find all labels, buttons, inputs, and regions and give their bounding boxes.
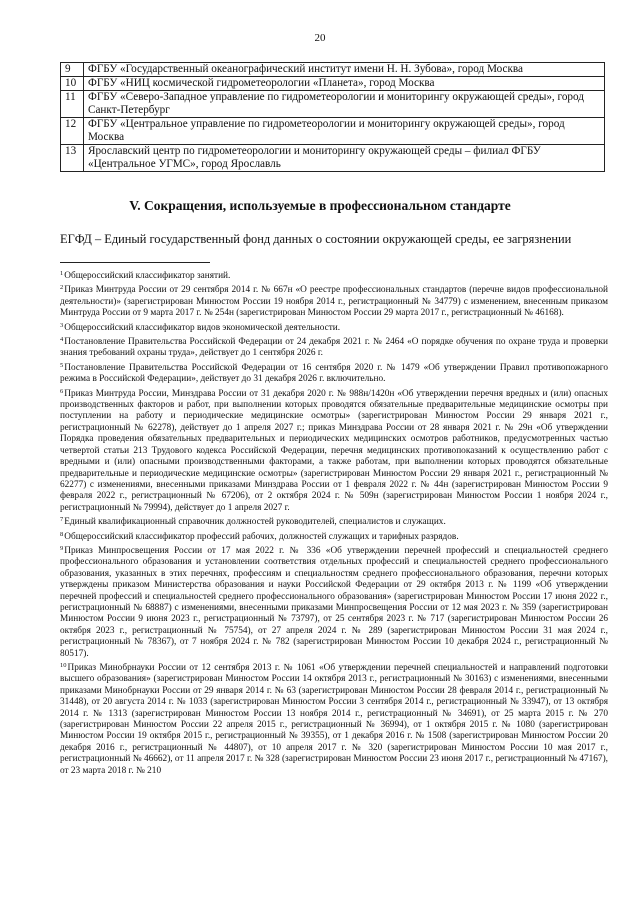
footnote-mark: 6 — [60, 387, 64, 395]
footnote — [60, 386, 608, 514]
footnote-text: Приказ Минобрнауки России от 12 сентября 2013 г. № 1061 «Об утверждении перечней специальностей и направлений подготовки высшего образования» (зарегистрирован Минюстом России 14 октября 2013 г., регистрационный № 30163) с изменениями, внесенными приказами Минобрнауки России от 29 января 2014 г. № 63 (зарегистрирован Минюстом России 28 февраля 2014 г., регистрационный № 31448), от 20 августа 2014 г. № 1033 (зарегистрирован Минюстом России 3 сентября 2014 г., регистрационный № 33947), от 13 октября 2014 г. № 1313 (зарегистрирован Минюстом России 13 ноября 2014 г., регистрационный № 34691), от 25 марта 2015 г. № 270 (зарегистрирован Минюстом России 22 апреля 2015 г., регистрационный № 36994), от 1 октября 2015 г. № 1080 (зарегистрирован Минюстом России 19 октября 2015 г., регистрационный № 39355), от 1 декабря 2016 г. № 1508 (зарегистрирован Минюстом России 20 декабря 2016 г., регистрационный № 44807), от 10 апреля 2017 г. № 320 (зарегистрирован Минюстом России 10 мая 2017 г., регистрационный № 46662), от 11 апреля 2017 г. № 328 (зарегистрирован Минюстом России 23 июня 2017 г., регистрационный № 47167), от 23 марта 2018 г. № 210 — [60, 663, 608, 776]
footnotes — [60, 268, 608, 888]
row-number: 9 — [61, 63, 84, 77]
footnote-text: Общероссийский классификатор видов экономической деятельности. — [64, 322, 341, 333]
footnote-text: Общероссийский классификатор профессий рабочих, должностей служащих и тарифных разрядов. — [64, 531, 459, 542]
footnote-text: Единый квалификационный справочник должностей руководителей, специалистов и служащих. — [64, 517, 446, 528]
table-row — [61, 77, 605, 91]
footnote — [60, 514, 608, 528]
row-text: ФГБУ «Государственный океанографический институт имени Н. Н. Зубова», город Москва — [84, 63, 605, 77]
table-row — [61, 118, 605, 145]
abbreviation-entry: ЕГФД – Единый государственный фонд данных о состоянии окружающей среды, ее загрязнении — [60, 232, 572, 246]
row-number: 10 — [61, 77, 84, 91]
row-number: 12 — [61, 118, 84, 145]
footnote-mark: 7 — [60, 516, 64, 524]
section-heading: V. Сокращения, используемые в профессиональном стандарте — [129, 198, 511, 213]
row-text: ФГБУ «НИЦ космической гидрометеорологии «Планета», город Москва — [84, 77, 605, 91]
footnote-text: Общероссийский классификатор занятий. — [64, 271, 231, 281]
footnote-text: Постановление Правительства Российской Федерации от 16 сентября 2020 г. № 1479 «Об утверждении Правил противопожарного режима в Российской Федерации», действует до 31 декабря 2026 г. включительно. — [60, 362, 608, 385]
table-row — [61, 91, 605, 118]
row-number: 11 — [61, 91, 84, 118]
footnote — [60, 334, 608, 360]
footnote-mark: 5 — [60, 361, 64, 369]
footnote — [60, 320, 608, 334]
footnote-mark: 4 — [60, 336, 64, 344]
footnote-mark: 9 — [60, 544, 64, 552]
table-row — [61, 145, 605, 172]
footnote-mark: 8 — [60, 530, 64, 538]
row-number: 13 — [61, 145, 84, 172]
footnote — [60, 282, 608, 319]
footnote-mark: 2 — [60, 284, 64, 292]
footnote-text: Приказ Минпросвещения России от 17 мая 2022 г. № 336 «Об утверждении перечней профессий и специальностей среднего профессионального образования и установлении соответствия отдельных профессий и специальностей среднего профессионального образования, указанных в этих перечнях, профессиям и специальностям среднего профессионального образования, перечни которых утверждены приказом Министерства образования и науки Российской Федерации от 29 октября 2013 г. № 1199 «Об утверждении перечней профессий и специальностей среднего профессионального образования» (зарегистрирован Минюстом России 17 июня 2022 г., регистрационный № 68887) с изменениями, внесенными приказами Минпросвещения России от 12 мая 2023 г. № 359 (зарегистрирован Минюстом России 9 июня 2023 г., регистрационный № 73797), от 25 сентября 2023 г. № 717 (зарегистрирован Минюстом России 26 октября 2023 г., регистрационный № 75754), от 27 апреля 2024 г. № 289 (зарегистрирован Минюстом России 31 мая 2024 г., регистрационный № 78367), от 7 ноября 2024 г. № 782 (зарегистрирован Минюстом России 10 декабря 2024 г., регистрационный № 80517). — [60, 545, 608, 659]
row-text: ФГБУ «Северо-Западное управление по гидрометеорологии и мониторингу окружающей среды», город Санкт-Петербург — [84, 91, 605, 118]
footnote-text: Постановление Правительства Российской Федерации от 24 декабря 2021 г. № 2464 «О порядке обучения по охране труда и проверки знания требований охраны труда», действует до 1 сентября 2026 г. — [60, 337, 608, 359]
footnote-text: Приказ Минтруда России, Минздрава России от 31 декабря 2020 г. № 988н/1420н «Об утверждении перечня вредных и (или) опасных производственных факторов и работ, при выполнении которых проводятся обязательные предварительные медицинские осмотры при поступлении на работу и периодические медицинские осмотры» (зарегистрирован Минюстом России 29 января 2021 г., регистрационный № 62278), действует до 1 апреля 2027 г.; приказ Минздрава России от 28 января 2021 г. № 29н «Об утверждении Порядка проведения обязательных предварительных и периодических медицинских осмотров работников, предусмотренных частью четвертой статьи 213 Трудового кодекса Российской Федерации, перечня медицинских противопоказаний к осуществлению работ с вредными и (или) опасными производственными факторами, а также работам, при выполнении которых проводятся обязательные предварительные и периодические медицинские осмотры» (зарегистрирован Минюстом России 29 января 2021 г., регистрационный № 62277) с изменениями, внесенными приказами Минздрава России от 1 февраля 2022 г. № 44н (зарегистрирован Минюстом России 9 февраля 2022 г., регистрационный № 67206), от 2 октября 2024 г. № 509н (зарегистрирован Минюстом России 1 ноября 2024 г., регистрационный № 79994), действует до 1 апреля 2027 г. — [60, 388, 608, 513]
footnote-mark: 1 — [60, 270, 64, 277]
footnote — [60, 543, 608, 660]
row-text: ФГБУ «Центральное управление по гидрометеорологии и мониторингу окружающей среды», город Москва — [84, 118, 605, 145]
footnote — [60, 268, 608, 282]
footnote — [60, 360, 608, 386]
footnote-mark: 3 — [60, 321, 64, 329]
organizations-table — [60, 62, 605, 172]
footnote-separator — [60, 262, 210, 263]
footnote-text: Приказ Минтруда России от 29 сентября 2014 г. № 667н «О реестре профессиональных стандартов (перечне видов профессиональной деятельности)» (зарегистрирован Минюстом России 19 ноября 2014 г., регистрационный № 34779) с изменением, внесенным приказом Минтруда России от 9 марта 2017 г. № 254н (зарегистрирован Минюстом России 29 марта 2017 г., регистрационный № 46168). — [60, 285, 608, 319]
footnote-mark: 10 — [60, 662, 67, 669]
footnote — [60, 660, 608, 777]
table-row — [61, 63, 605, 77]
row-text: Ярославский центр по гидрометеорологии и мониторингу окружающей среды – филиал ФГБУ «Центральное УГМС», город Ярославль — [84, 145, 605, 172]
page-number: 20 — [314, 32, 326, 44]
footnote — [60, 529, 608, 543]
